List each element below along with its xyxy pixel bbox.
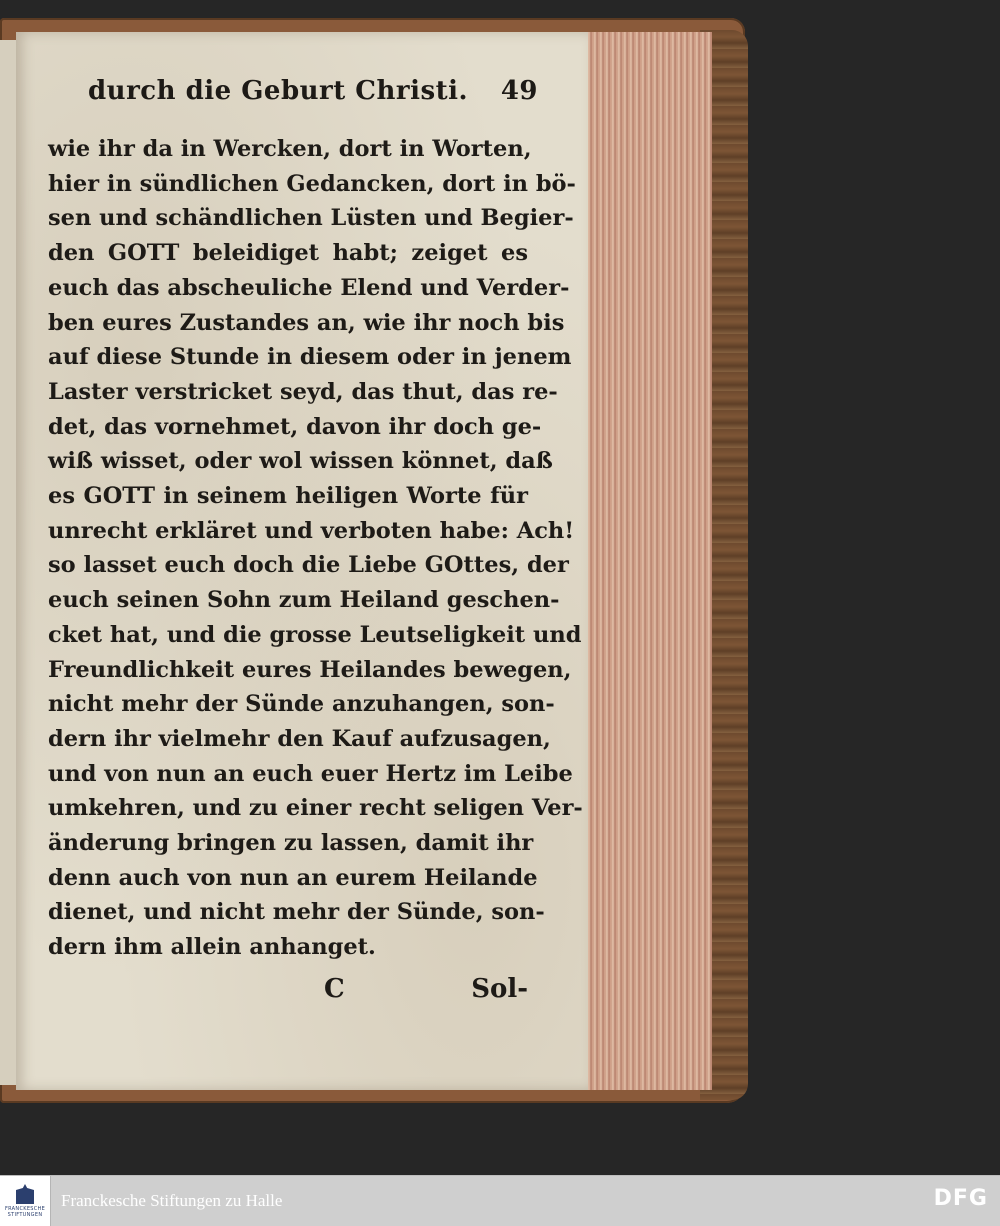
page-number: 49 (500, 76, 538, 106)
text-line: Freundlichkeit eures Heilandes bewegen, (48, 656, 572, 683)
page-block-edges (585, 32, 712, 1090)
text-line: dienet, und nicht mehr der Sünde, son- (48, 899, 545, 926)
text-line: denn auch von nun an eurem Heilande (48, 864, 538, 891)
text-line: dern ihr vielmehr den Kauf aufzusagen, (48, 725, 551, 752)
text-line: euch seinen Sohn zum Heiland geschen- (48, 587, 560, 614)
catchword: Sol- (471, 974, 528, 1004)
text-line: cket hat, und die grosse Leutseligkeit und (48, 621, 582, 648)
text-line: unrecht erkläret und verboten habe: Ach! (48, 517, 575, 544)
book-page (16, 32, 588, 1090)
running-header (88, 76, 538, 116)
text-line: und von nun an euch euer Hertz im Leibe (48, 760, 573, 787)
text-line: Laster verstricket seyd, das thut, das re- (48, 378, 558, 405)
viewer-footer (0, 1175, 1000, 1226)
institution-logo[interactable] (0, 1176, 51, 1226)
text-line: sen und schändlichen Lüsten und Begier- (48, 205, 574, 232)
left-page-edge (0, 40, 17, 1085)
text-line: den GOTT beleidiget habt; zeiget es (48, 240, 528, 267)
text-line: auf diese Stunde in diesem oder in jenem (48, 344, 572, 371)
text-line: wie ihr da in Wercken, dort in Worten, (48, 136, 532, 162)
text-line: dern ihm allein anhanget. (48, 934, 376, 961)
text-line: so lasset euch doch die Liebe GOttes, der (48, 552, 569, 579)
text-line: nicht mehr der Sünde anzuhangen, son- (48, 691, 555, 718)
text-line: umkehren, und zu einer recht seligen Ver- (48, 795, 583, 822)
logo-caption: FRANCKESCHE STIFTUNGEN (4, 1206, 46, 1218)
institution-name: Franckesche Stiftungen zu Halle (61, 1191, 283, 1210)
text-line: ben eures Zustandes an, wie ihr noch bis (48, 309, 565, 336)
text-line: änderung bringen zu lassen, damit ihr (48, 830, 534, 857)
text-line: es GOTT in seinem heiligen Worte für (48, 483, 528, 510)
orphanage-building-icon (16, 1184, 34, 1204)
dfg-logo[interactable]: DFG (933, 1186, 988, 1211)
running-title: durch die Geburt Christi. (88, 76, 469, 106)
text-line: euch das abscheuliche Elend und Verder- (48, 274, 570, 301)
body-text (48, 132, 583, 965)
text-line: det, das vornehmet, davon ihr doch ge- (48, 413, 542, 440)
text-line: hier in sündlichen Gedancken, dort in bö- (48, 170, 576, 197)
signature-mark: C (324, 974, 345, 1004)
page-foot (48, 974, 528, 1014)
text-line: wiß wisset, oder wol wissen könnet, daß (48, 448, 553, 475)
